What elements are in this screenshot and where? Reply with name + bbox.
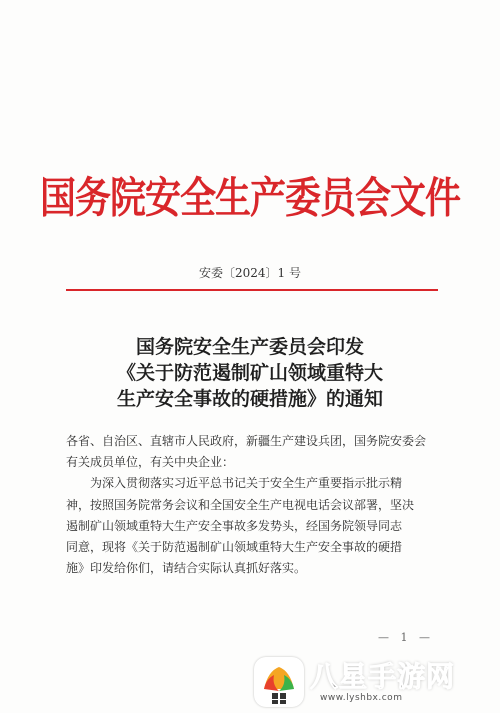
- watermark-url: www.lyshbx.com: [320, 693, 403, 703]
- site-watermark: [254, 655, 500, 713]
- body-line: 遏制矿山领域重特大生产安全事故多发势头，经国务院领导同志: [66, 518, 403, 533]
- body-line: 同意，现将《关于防范遏制矿山领域重特大生产安全事故的硬措: [66, 540, 403, 555]
- page-number: — 1 —: [378, 631, 434, 644]
- body-line: 为深入贯彻落实习近平总书记关于安全生产重要指示批示精: [90, 476, 403, 491]
- document-header-title: 国务院安全生产委员会文件: [39, 173, 460, 224]
- body-line: 神，按照国务院常务会议和全国安全生产电视电话会议部署，坚决: [66, 497, 415, 512]
- document-number: 安委〔2024〕1 号: [199, 266, 301, 280]
- notice-title-line: 《关于防范遏制矿山领域重特大: [116, 362, 383, 384]
- watermark-brand: 八星手游网: [310, 660, 456, 693]
- notice-body: [66, 431, 440, 579]
- body-line: 施》印发给你们，请结合实际认真抓好落实。: [66, 561, 307, 576]
- red-divider-line: [66, 289, 438, 291]
- notice-title: [0, 334, 500, 412]
- body-line: 有关成员单位，有关中央企业：: [66, 455, 235, 470]
- notice-title-line: 国务院安全生产委员会印发: [135, 336, 364, 358]
- notice-title-line: 生产安全事故的硬措施》的通知: [116, 388, 383, 410]
- body-line: 各省、自治区、直辖市人民政府，新疆生产建设兵团，国务院安委会: [66, 434, 427, 448]
- watermark-logo-icon: [254, 657, 304, 707]
